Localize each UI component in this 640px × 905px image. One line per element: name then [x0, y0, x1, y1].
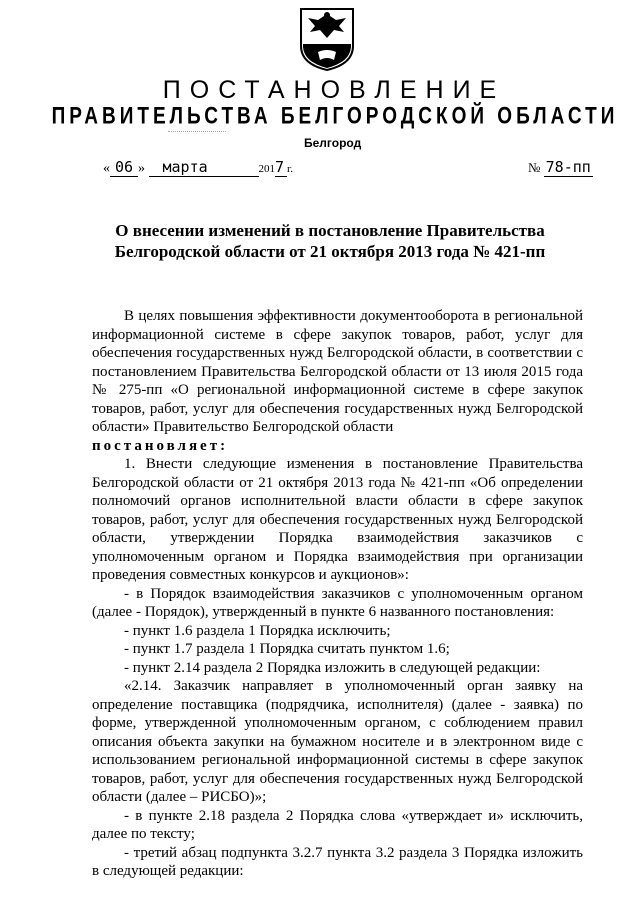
- paragraph-order: [92, 585, 583, 622]
- paragraph-preamble: [92, 307, 583, 437]
- body-line: «2.14. Заказчик направляет в уполномоченный орган заявку на: [124, 678, 583, 694]
- date-month: марта: [149, 158, 259, 177]
- body-line: услуг для обеспечения государственных нужд Белгородской области, в: [92, 326, 584, 361]
- heading-line-1: О внесении изменений в постановление Правительства: [115, 221, 545, 240]
- belgorod-coat-of-arms-icon: [298, 6, 356, 72]
- faint-line: [168, 131, 226, 138]
- body-line: далее по тексту;: [92, 826, 195, 842]
- number-label: №: [528, 160, 541, 175]
- document-body: [92, 307, 583, 881]
- body-line: полномочий органов исполнительной власти области в сфере закупок: [92, 493, 583, 509]
- paragraph-item-2-14: - пункт 2.14 раздела 2 Порядка изложить в следующей редакции:: [124, 659, 541, 676]
- body-line: Белгородской области от 21 октября 2013 года № 421-пп «Об определении: [92, 474, 583, 491]
- body-line: - в Порядок взаимодействия заказчиков с уполномоченным органом: [124, 585, 583, 602]
- body-line: использованием региональной информационной системы в сфере закупок: [92, 752, 583, 768]
- issuing-authority-title: ПРАВИТЕЛЬСТВА БЕЛГОРОДСКОЙ ОБЛАСТИ: [51, 103, 619, 130]
- body-line: (далее - Порядок), утвержденный в пункте 6 названного постановления:: [92, 604, 555, 620]
- body-line: определение поставщика (подрядчика, исполнителя) (далее - заявка) по: [92, 696, 583, 713]
- paragraph-new-2-14: [92, 677, 583, 807]
- body-line: В целях повышения эффективности документооборота в: [124, 308, 491, 324]
- body-line: совместных конкурсов и аукционов»:: [169, 567, 409, 583]
- date-day: 06: [110, 158, 138, 177]
- paragraph-item-1-6: - пункт 1.6 раздела 1 Порядка исключить;: [124, 622, 391, 639]
- body-line: - третий абзац подпункта 3.2.7 пункта 3.2 раздела 3 Порядка: [124, 844, 519, 861]
- body-line: региональной информационной системе в сфере закупок товаров, работ,: [92, 308, 584, 343]
- body-line: соответствии с постановлением Правительства Белгородской области от: [92, 345, 584, 380]
- body-line: 1. Внести следующие изменения в постановление Правительства: [124, 456, 583, 472]
- resolve-word: постановляет:: [92, 437, 229, 454]
- document-date: [103, 158, 293, 177]
- paragraph-item-1: [92, 455, 583, 585]
- paragraph-item-3-2-7: [92, 844, 583, 881]
- body-line: форме, утвержденной уполномоченным органом, с соблюдением правил: [92, 715, 583, 731]
- body-line: нужд Белгородской области» Правительство Белгородской области: [92, 400, 584, 435]
- date-year-suffix: 7: [275, 158, 287, 177]
- body-line: области (далее – РИСБО)»;: [92, 789, 267, 805]
- city-label: Белгород: [304, 136, 362, 150]
- body-line: 13 июля 2015 года № 275-пп «О региональной информационной системе в: [92, 363, 583, 398]
- body-line: товаров, работ, услуг для обеспечения государственных нужд Белгородской: [92, 770, 583, 787]
- heading-line-2: Белгородской области от 21 октября 2013 года № 421-пп: [114, 242, 546, 261]
- date-close-quote: »: [138, 161, 145, 176]
- document-type-title: ПОСТАНОВЛЕНИЕ: [162, 76, 506, 104]
- document-heading: [0, 220, 640, 262]
- paragraph-item-2-18: [92, 807, 583, 844]
- body-line: утверждении Порядка взаимодействия заказчиков с уполномоченным: [92, 530, 583, 565]
- paragraph-item-1-7: - пункт 1.7 раздела 1 Порядка считать пунктом 1.6;: [124, 641, 450, 657]
- date-year-prefix: 201: [258, 163, 275, 175]
- body-line: изложить в следующей редакции:: [92, 844, 583, 879]
- document-number: [528, 158, 593, 176]
- date-open-quote: «: [103, 161, 110, 176]
- date-year-unit: г.: [287, 163, 294, 175]
- body-line: товаров, работ, услуг для обеспечения государственных нужд Белгородской области,: [92, 511, 583, 546]
- body-line: сфере закупок товаров, работ, услуг для обеспечения государственных: [92, 382, 584, 417]
- body-line: - в пункте 2.18 раздела 2 Порядка слова «утверждает и» исключить,: [124, 807, 583, 824]
- body-line: описания объекта закупки на бумажном носителе и в электронном виде с: [92, 733, 583, 750]
- resolve-word-line: [92, 437, 583, 456]
- body-line: органом и Порядка взаимодействия при организации проведения: [92, 548, 584, 583]
- number-value: 78-пп: [545, 158, 591, 176]
